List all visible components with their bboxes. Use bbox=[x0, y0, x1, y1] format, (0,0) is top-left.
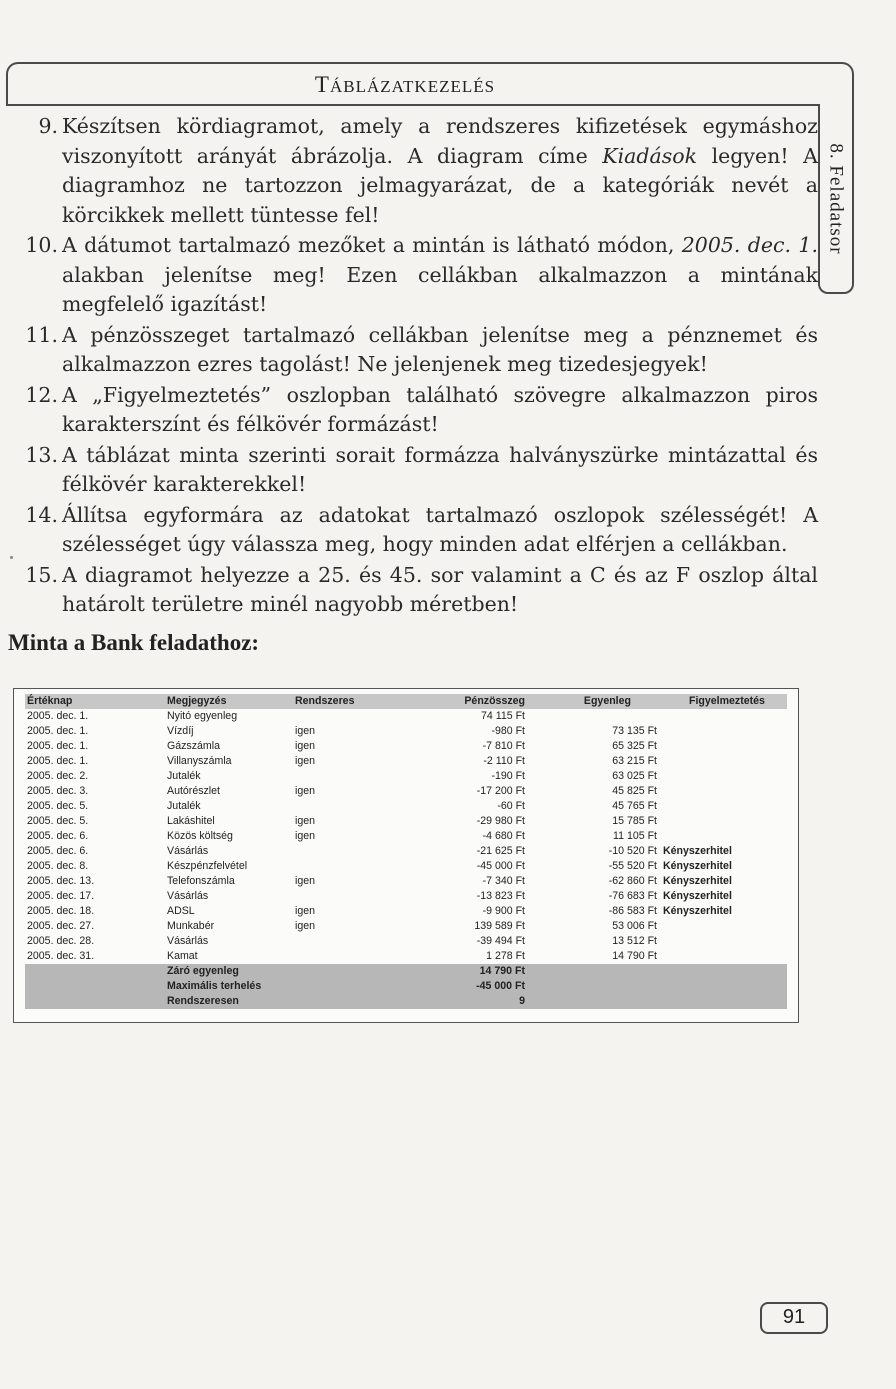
summary-empty-cell bbox=[281, 994, 408, 1009]
table-cell: -39 494 Ft bbox=[476, 935, 525, 947]
table-cell: -21 625 Ft bbox=[476, 845, 525, 857]
header-divider bbox=[6, 104, 818, 106]
table-cell: -7 810 Ft bbox=[482, 740, 525, 752]
table-cell: Kényszerhitel bbox=[663, 845, 732, 857]
table-cell: igen bbox=[295, 815, 316, 827]
table-cell bbox=[661, 739, 787, 754]
col-header-warning: Figyelmeztetés bbox=[661, 694, 787, 709]
summary-empty-cell bbox=[25, 979, 153, 994]
table-cell: -190 Ft bbox=[491, 770, 525, 782]
exercise-item bbox=[18, 501, 818, 560]
table-row bbox=[25, 874, 787, 889]
exercise-emphasis: Kiadások bbox=[602, 143, 698, 168]
exercise-item bbox=[18, 321, 818, 380]
summary-row bbox=[25, 964, 787, 979]
table-cell: -17 200 Ft bbox=[476, 785, 525, 797]
table-row bbox=[25, 934, 787, 949]
summary-label: Maximális terhelés bbox=[153, 979, 281, 994]
summary-empty-cell bbox=[25, 994, 153, 1009]
table-row bbox=[25, 889, 787, 904]
table-cell bbox=[661, 784, 787, 799]
table-cell: 2005. dec. 13. bbox=[27, 875, 95, 887]
exercise-text: A diagramot helyezze a 25. és 45. sor valamint a C és az F oszlop által határolt területre minél nagyobb méretben! bbox=[62, 562, 818, 616]
table-cell: igen bbox=[295, 875, 316, 887]
table-cell bbox=[661, 724, 787, 739]
exercise-text: A dátumot tartalmazó mezőket a mintán is látható módon, bbox=[62, 233, 682, 257]
table-row bbox=[25, 709, 787, 724]
table-cell bbox=[661, 919, 787, 934]
table-cell: igen bbox=[295, 755, 316, 767]
table-cell: 45 825 Ft bbox=[612, 785, 657, 797]
col-header-amount: Pénzösszeg bbox=[408, 694, 535, 709]
summary-empty-cell bbox=[535, 994, 661, 1009]
table-cell: -29 980 Ft bbox=[476, 815, 525, 827]
summary-row bbox=[25, 994, 787, 1009]
exercise-text: Állítsa egyformára az adatokat tartalmazó oszlopok szélességét! A szélességet úgy válassza meg, hogy minden adat elférjen a cellákban. bbox=[62, 502, 818, 556]
exercise-item bbox=[18, 381, 818, 440]
exercise-number: 11. bbox=[25, 322, 58, 347]
exercise-text-cont: legyen! A diagramhoz ne tartozzon jelmagyarázat, de a kategóriák nevét a körcikkek mellett tüntesse fel! bbox=[62, 143, 818, 227]
table-row bbox=[25, 724, 787, 739]
summary-row bbox=[25, 979, 787, 994]
table-cell: Autórészlet bbox=[167, 785, 220, 797]
table-cell: -45 000 Ft bbox=[476, 860, 525, 872]
summary-empty-cell bbox=[661, 964, 787, 979]
table-cell bbox=[281, 949, 408, 964]
table-cell: 1 278 Ft bbox=[486, 950, 525, 962]
table-cell: 2005. dec. 2. bbox=[27, 770, 89, 782]
table-cell: ADSL bbox=[167, 905, 195, 917]
table-cell: -13 823 Ft bbox=[476, 890, 525, 902]
table-cell: -55 520 Ft bbox=[608, 860, 657, 872]
table-cell: 63 215 Ft bbox=[612, 755, 657, 767]
table-cell: Jutalék bbox=[167, 800, 201, 812]
table-cell bbox=[281, 709, 408, 724]
margin-dot bbox=[10, 556, 13, 559]
table-cell: 65 325 Ft bbox=[612, 740, 657, 752]
side-tab-label: 8. Feladatsor bbox=[826, 143, 847, 255]
table-cell: -60 Ft bbox=[497, 800, 525, 812]
table-cell: Villanyszámla bbox=[167, 755, 232, 767]
table-cell: 45 765 Ft bbox=[612, 800, 657, 812]
table-cell: Vásárlás bbox=[167, 890, 209, 902]
summary-empty-cell bbox=[25, 964, 153, 979]
col-header-date: Értéknap bbox=[25, 694, 153, 709]
exercise-number: 15. bbox=[25, 562, 58, 587]
table-cell: 2005. dec. 6. bbox=[27, 845, 89, 857]
exercise-number: 12. bbox=[25, 382, 58, 407]
table-cell: Munkabér bbox=[167, 920, 215, 932]
table-cell: igen bbox=[295, 725, 316, 737]
table-cell: -4 680 Ft bbox=[482, 830, 525, 842]
table-cell: 2005. dec. 1. bbox=[27, 710, 89, 722]
section-heading: Minta a Bank feladathoz: bbox=[8, 630, 260, 655]
table-row bbox=[25, 949, 787, 964]
exercise-text: Készítsen kördiagramot, amely a rendszeres kifizetések egymáshoz viszonyított arányát ábrázolja. A diagram címe bbox=[62, 114, 818, 168]
exercise-text: A táblázat minta szerinti sorait formázza halványszürke mintázattal és félkövér karakterekkel! bbox=[62, 442, 818, 496]
summary-value: 9 bbox=[408, 994, 535, 1009]
bank-sample-table bbox=[25, 694, 787, 1009]
table-cell: 63 025 Ft bbox=[612, 770, 657, 782]
table-cell: igen bbox=[295, 905, 316, 917]
summary-empty-cell bbox=[661, 994, 787, 1009]
table-cell: -62 860 Ft bbox=[608, 875, 657, 887]
table-cell bbox=[661, 949, 787, 964]
table-cell: 2005. dec. 1. bbox=[27, 740, 89, 752]
table-cell bbox=[281, 859, 408, 874]
table-cell: Kamat bbox=[167, 950, 198, 962]
table-cell bbox=[535, 709, 661, 724]
table-cell: Nyitó egyenleg bbox=[167, 710, 238, 722]
table-cell: Telefonszámla bbox=[167, 875, 235, 887]
table-cell bbox=[281, 769, 408, 784]
exercise-number: 14. bbox=[25, 502, 58, 527]
table-cell: -980 Ft bbox=[491, 725, 525, 737]
exercise-list bbox=[18, 112, 818, 621]
table-row bbox=[25, 784, 787, 799]
summary-empty-cell bbox=[661, 979, 787, 994]
exercise-emphasis: 2005. dec. 1. bbox=[681, 233, 818, 257]
table-cell: 14 790 Ft bbox=[612, 950, 657, 962]
table-cell: Kényszerhitel bbox=[663, 860, 732, 872]
summary-empty-cell bbox=[535, 964, 661, 979]
table-cell: 2005. dec. 18. bbox=[27, 905, 95, 917]
exercise-text: A pénzösszeget tartalmazó cellákban jelenítse meg a pénznemet és alkalmazzon ezres tagolást! Ne jelenjenek meg tizedesjegyek! bbox=[62, 322, 818, 376]
table-cell: 139 589 Ft bbox=[474, 920, 525, 932]
page-number: 91 bbox=[782, 1306, 806, 1328]
table-row bbox=[25, 844, 787, 859]
table-cell bbox=[661, 799, 787, 814]
table-cell: 74 115 Ft bbox=[481, 710, 525, 722]
table-cell bbox=[281, 799, 408, 814]
table-cell: Kényszerhitel bbox=[663, 905, 732, 917]
summary-label: Rendszeresen bbox=[153, 994, 281, 1009]
exercise-text: A „Figyelmeztetés” oszlopban található szövegre alkalmazzon piros karakterszínt és félkövér formázást! bbox=[62, 382, 818, 436]
exercise-text-cont: alakban jelenítse meg! Ezen cellákban alkalmazzon a mintának megfelelő igazítást! bbox=[62, 262, 818, 316]
exercise-number: 9. bbox=[38, 114, 58, 138]
table-cell: igen bbox=[295, 740, 316, 752]
table-header-row bbox=[25, 694, 787, 709]
exercise-item bbox=[18, 231, 818, 320]
table-cell bbox=[661, 769, 787, 784]
table-cell bbox=[281, 889, 408, 904]
col-header-note: Megjegyzés bbox=[153, 694, 281, 709]
table-cell bbox=[661, 709, 787, 724]
col-header-balance: Egyenleg bbox=[535, 694, 661, 709]
table-cell: igen bbox=[295, 785, 316, 797]
summary-value: 14 790 Ft bbox=[408, 964, 535, 979]
exercise-item bbox=[18, 441, 818, 500]
table-row bbox=[25, 829, 787, 844]
table-cell: Kényszerhitel bbox=[663, 890, 732, 902]
table-cell: 2005. dec. 6. bbox=[27, 830, 89, 842]
table-cell: -10 520 Ft bbox=[608, 845, 657, 857]
exercise-item bbox=[18, 112, 818, 230]
table-cell: -7 340 Ft bbox=[482, 875, 525, 887]
table-row bbox=[25, 799, 787, 814]
table-cell: 2005. dec. 5. bbox=[27, 815, 89, 827]
summary-label: Záró egyenleg bbox=[153, 964, 281, 979]
table-cell: 2005. dec. 17. bbox=[27, 890, 95, 902]
table-cell: -9 900 Ft bbox=[482, 905, 525, 917]
table-cell: 2005. dec. 3. bbox=[27, 785, 89, 797]
table-cell bbox=[281, 844, 408, 859]
table-cell: 2005. dec. 27. bbox=[27, 920, 95, 932]
table-cell: Vásárlás bbox=[167, 845, 209, 857]
page-header-title: TÁBLÁZATKEZELÉS bbox=[314, 72, 496, 97]
table-cell: 13 512 Ft bbox=[612, 935, 657, 947]
table-cell: -2 110 Ft bbox=[483, 755, 525, 767]
table-cell bbox=[661, 814, 787, 829]
table-cell: 2005. dec. 28. bbox=[27, 935, 95, 947]
table-cell: Kényszerhitel bbox=[663, 875, 732, 887]
table-cell bbox=[281, 934, 408, 949]
summary-empty-cell bbox=[281, 964, 408, 979]
summary-empty-cell bbox=[535, 979, 661, 994]
exercise-number: 13. bbox=[25, 442, 58, 467]
table-cell: 15 785 Ft bbox=[612, 815, 657, 827]
table-cell: -76 683 Ft bbox=[608, 890, 657, 902]
table-row bbox=[25, 919, 787, 934]
table-cell bbox=[661, 934, 787, 949]
table-cell: 53 006 Ft bbox=[612, 920, 657, 932]
col-header-regular: Rendszeres bbox=[281, 694, 408, 709]
table-cell: 2005. dec. 1. bbox=[27, 755, 89, 767]
table-cell: 2005. dec. 8. bbox=[27, 860, 89, 872]
table-row bbox=[25, 814, 787, 829]
table-row bbox=[25, 904, 787, 919]
sample-table-frame bbox=[13, 688, 799, 1023]
summary-value: -45 000 Ft bbox=[408, 979, 535, 994]
exercise-number: 10. bbox=[25, 233, 58, 257]
table-cell: igen bbox=[295, 920, 316, 932]
table-cell bbox=[661, 829, 787, 844]
table-cell: Vízdíj bbox=[167, 725, 194, 737]
table-cell: 2005. dec. 5. bbox=[27, 800, 89, 812]
table-cell: Közös költség bbox=[167, 830, 233, 842]
table-cell: Gázszámla bbox=[167, 740, 220, 752]
table-cell: igen bbox=[295, 830, 316, 842]
table-cell: 11 105 Ft bbox=[613, 830, 657, 842]
table-cell: -86 583 Ft bbox=[608, 905, 657, 917]
table-cell: 73 135 Ft bbox=[612, 725, 657, 737]
table-row bbox=[25, 769, 787, 784]
table-cell: Készpénzfelvétel bbox=[167, 860, 248, 872]
exercise-item bbox=[18, 561, 818, 620]
table-cell bbox=[661, 754, 787, 769]
table-cell: Lakáshitel bbox=[167, 815, 215, 827]
table-row bbox=[25, 739, 787, 754]
table-row bbox=[25, 859, 787, 874]
summary-empty-cell bbox=[281, 979, 408, 994]
table-row bbox=[25, 754, 787, 769]
table-cell: Jutalék bbox=[167, 770, 201, 782]
table-cell: 2005. dec. 31. bbox=[27, 950, 95, 962]
table-cell: Vásárlás bbox=[167, 935, 209, 947]
table-cell: 2005. dec. 1. bbox=[27, 725, 89, 737]
